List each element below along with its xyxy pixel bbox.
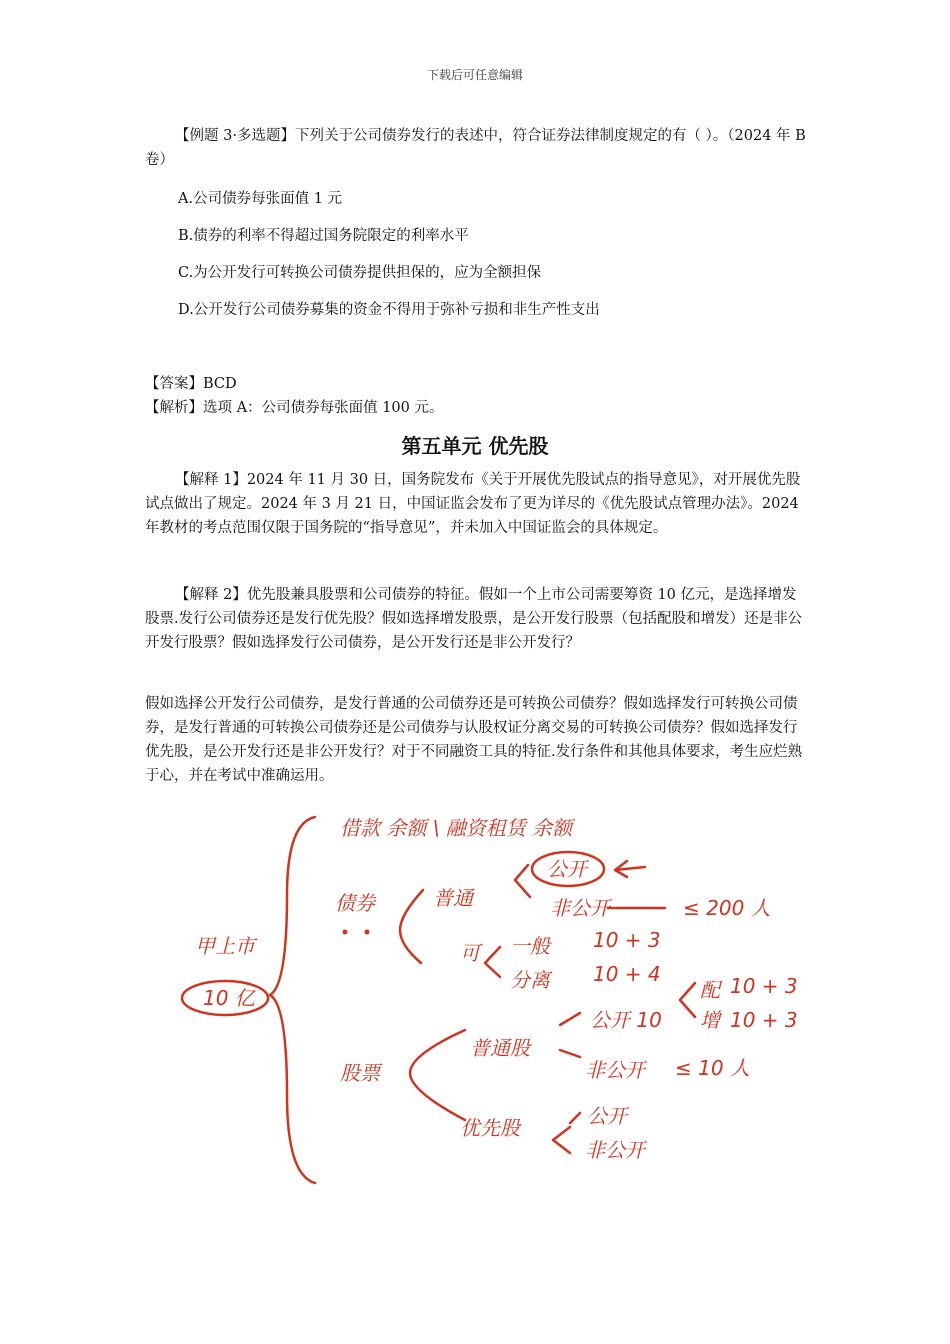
dot <box>365 930 370 935</box>
public-brace <box>680 983 695 1017</box>
preferred-brace <box>553 1127 570 1153</box>
main-brace <box>270 817 315 1183</box>
explanation-1: 【解释 1】2024 年 11 月 30 日，国务院发布《关于开展优先股试点的指导意见》，对开展优先股试点做出了规定。2024 年 3 月 21 日，中国证监会发布了更为详尽的《优先股试点管理办法》。2024 年教材的考点范围仅限于国务院的“指导意见”，并未加入中国证监会的具体规定。 <box>145 472 801 536</box>
diagram-public: 公开 <box>547 857 587 881</box>
option-a: A.公司债券每张面值 1 元 <box>178 191 343 207</box>
bond-brace <box>400 890 423 963</box>
arrow-icon <box>615 861 645 877</box>
explanation-2: 【解释 2】优先股兼具股票和公司债券的特征。假如一个上市公司需要筹资 10 亿元，是选择增发股票.发行公司债券还是发行优先股？假如选择增发股票，是公开发行股票（包括配股和增发）还是非公开发行股票？假如选择发行公司债券，是公开发行还是非公开发行？ <box>145 587 803 651</box>
convertible-brace <box>485 947 500 977</box>
diagram-bond-normal: 普通 <box>433 886 473 910</box>
question-text: 【例题 3·多选题】下列关于公司债券发行的表述中，符合证券法律制度规定的有（ ）。（2024 年 B 卷） <box>145 128 806 168</box>
option-d: D.公开发行公司债券募集的资金不得用于弥补亏损和非生产性支出 <box>178 302 600 318</box>
diagram-rights: 配 <box>700 978 720 1002</box>
stock-brace <box>410 1030 465 1120</box>
diagram-stock-nonpublic-limit: ≤ 10 人 <box>675 1056 750 1080</box>
bond-normal-brace <box>515 865 530 897</box>
diagram-stock-nonpublic: 非公开 <box>585 1058 645 1082</box>
diagram-preferred: 优先股 <box>460 1116 520 1140</box>
option-b: B.债券的利率不得超过国务院限定的利率水平 <box>178 228 469 244</box>
diagram-common-stock: 普通股 <box>470 1036 530 1060</box>
diagram-convertible: 可 <box>460 941 480 965</box>
diagram-root: 甲上市 <box>195 934 255 958</box>
diagram-general-rule: 10 + 3 <box>593 928 661 952</box>
diagram-stock: 股票 <box>340 1061 380 1085</box>
option-c: C.为公开发行可转换公司债券提供担保的，应为全额担保 <box>178 265 542 281</box>
diagram-additional-rule: 10 + 3 <box>730 1008 798 1032</box>
analysis-text: 【解析】选项 A：公司债券每张面值 100 元。 <box>145 400 444 416</box>
diagram-pref-public: 公开 <box>587 1104 627 1128</box>
diagram-top-line: 借款 余额 \ 融资租赁 余额 <box>340 816 573 840</box>
diagram-stock-public: 公开 10 <box>590 1008 662 1032</box>
pref-public-line <box>570 1113 580 1123</box>
diagram-nonpublic-limit: ≤ 200 人 <box>683 896 771 920</box>
diagram-additional: 增 <box>700 1008 720 1032</box>
page-header: 下载后可任意编辑 <box>426 68 523 82</box>
diagram-separated-rule: 10 + 4 <box>593 962 661 986</box>
handwritten-diagram <box>175 805 798 1185</box>
dot <box>343 930 348 935</box>
answer-text: 【答案】BCD <box>145 376 237 392</box>
diagram-bond: 债券 <box>335 891 375 915</box>
explanation-3: 假如选择公开发行公司债券，是发行普通的公司债券还是可转换公司债券？假如选择发行可转换公司债券，是发行普通的可转换公司债券还是公司债券与认股权证分离交易的可转换公司债券？假如选择发行优先股，是公开发行还是非公开发行？对于不同融资工具的特征.发行条件和其他具体要求，考生应烂熟于心，并在考试中准确运用。 <box>145 696 803 784</box>
diagram-separated: 分离 <box>510 968 550 992</box>
common-stock-branch <box>560 1013 580 1057</box>
diagram-nonpublic: 非公开 <box>550 896 610 920</box>
diagram-pref-nonpublic: 非公开 <box>585 1138 645 1162</box>
diagram-amount: 10 亿 <box>203 986 255 1010</box>
diagram-general: 一般 <box>510 934 550 958</box>
diagram-rights-rule: 10 + 3 <box>730 974 798 998</box>
section-title: 第五单元 优先股 <box>401 434 549 458</box>
